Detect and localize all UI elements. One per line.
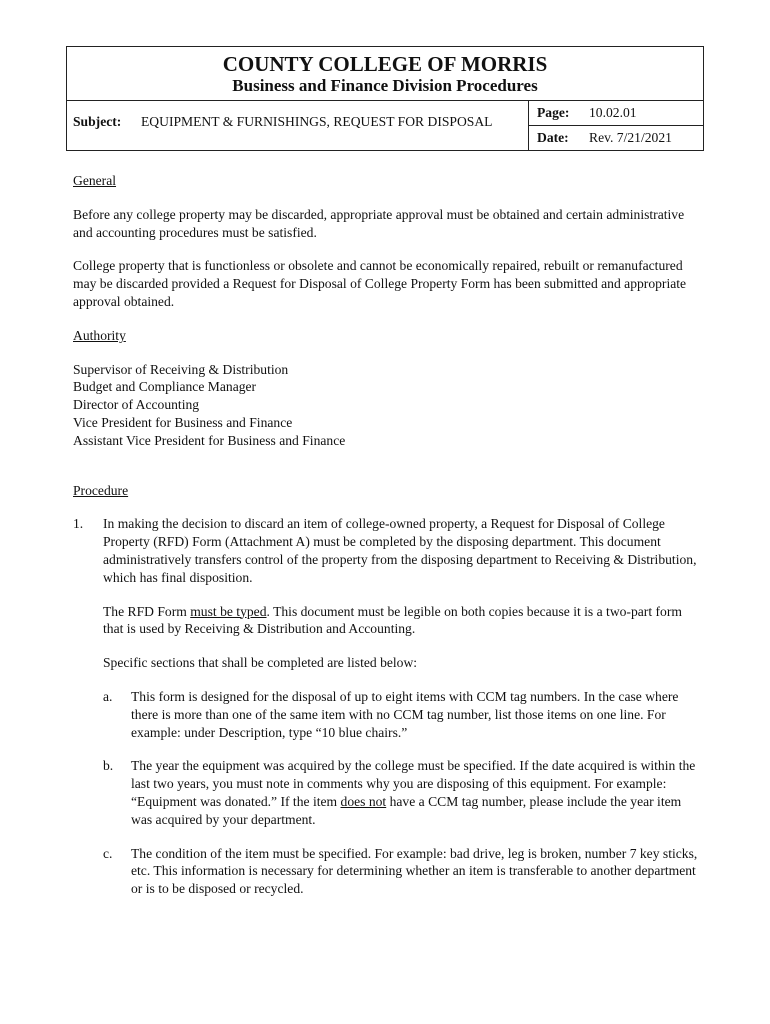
- authority-item: Budget and Compliance Manager: [73, 379, 257, 395]
- b-emphasis: does not: [340, 793, 387, 809]
- procedure-step-1: [73, 515, 703, 586]
- sub-item-b: [103, 757, 703, 828]
- general-paragraph-1: Before any college property may be discarded, appropriate approval must be obtained and certain administrative and accounting procedures must be satisfied.: [73, 206, 685, 240]
- sub-item-a: [103, 688, 703, 741]
- authority-item: Assistant Vice President for Business and Finance: [73, 432, 346, 448]
- general-paragraph-2: College property that is functionless or obsolete and cannot be economically repaired, rebuilt or remanufactured may be discarded provided a Request for Disposal of College Property Form has been submitted and appropriate approval obtained.: [73, 258, 687, 309]
- college-name: COUNTY COLLEGE OF MORRIS: [222, 52, 548, 76]
- header-title-block: [67, 47, 703, 101]
- document-body: [73, 172, 703, 898]
- division-title: Business and Finance Division Procedures: [232, 76, 538, 95]
- header-info-block: [67, 100, 703, 150]
- meta-cell: [529, 100, 703, 150]
- authority-item: Supervisor of Receiving & Distribution: [73, 361, 289, 377]
- document-header: [66, 46, 704, 151]
- b-text-post: have a CCM tag number, please include the year item was acquired by your department.: [131, 793, 682, 827]
- authority-item: Vice President for Business and Finance: [73, 414, 293, 430]
- step-number: 1.: [73, 516, 84, 532]
- sub-item-text: [131, 757, 703, 828]
- page-value: 10.02.01: [589, 105, 637, 120]
- sub-item-letter: c.: [103, 845, 113, 861]
- rfd-text-pre: The RFD Form: [103, 603, 191, 619]
- sub-item-letter: a.: [103, 688, 113, 704]
- authority-item: Director of Accounting: [73, 397, 200, 413]
- sub-item-letter: b.: [103, 758, 114, 774]
- date-row: [529, 125, 703, 151]
- sub-item-c: [103, 845, 703, 898]
- sub-item-text: This form is designed for the disposal of up to eight items with CCM tag numbers. In the case where there is more than one of the same item with no CCM tag number, list those items on one line. For example: under Description, type “10 blue chairs.”: [131, 688, 679, 740]
- general-heading: General: [73, 173, 117, 188]
- rfd-emphasis: must be typed: [190, 603, 267, 619]
- authority-heading: Authority: [73, 327, 126, 343]
- authority-list: [73, 361, 703, 450]
- sub-item-text: The condition of the item must be specified. For example: bad drive, leg is broken, number 7 key sticks, etc. This information is necessary for determining whether an item is transferable to another department or is to be disposed or recycled.: [131, 845, 698, 897]
- subject-value: EQUIPMENT & FURNISHINGS, REQUEST FOR DISPOSAL: [141, 114, 493, 129]
- page-row: [529, 100, 703, 126]
- page-label: Page:: [537, 105, 570, 120]
- specific-sections-intro: Specific sections that shall be completed are listed below:: [103, 655, 418, 671]
- rfd-text-post: . This document must be legible on both copies because it is a two-part form that is used by Receiving & Distribution and Accounting.: [103, 603, 682, 637]
- step-text: In making the decision to discard an item of college-owned property, a Request for Disposal of College Property (RFD) Form (Attachment A) must be completed by the disposing department. This document administratively transfers control of the property from the disposing department to Receiving & Distribution, which has final disposition.: [103, 516, 697, 585]
- date-label: Date:: [537, 130, 569, 145]
- subject-label: Subject:: [73, 114, 122, 129]
- rfd-form-paragraph: [103, 603, 703, 639]
- subject-cell: [67, 100, 529, 151]
- date-value: Rev. 7/21/2021: [589, 130, 672, 145]
- b-text-pre: The year the equipment was acquired by the college must be specified. If the date acquired is within the last two years, you must note in comments why you are disposing of this equipment. For example: “Equipment was donated.” If the item: [131, 758, 696, 809]
- procedure-heading: Procedure: [73, 482, 129, 498]
